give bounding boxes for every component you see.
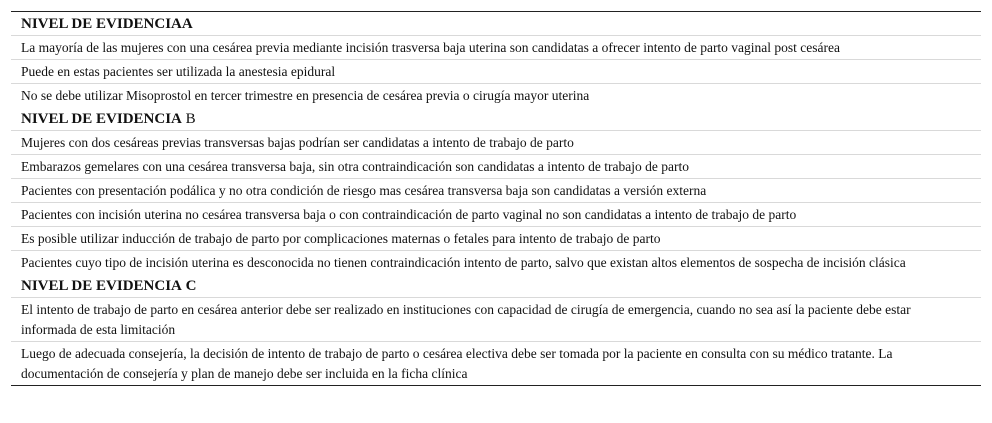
section-heading-a — [11, 15, 981, 35]
section-heading-c-text: NIVEL DE EVIDENCIA — [21, 278, 182, 294]
evidence-item: Puede en estas pacientes ser utilizada la anestesia epidural — [11, 59, 981, 83]
evidence-item: Pacientes con presentación podálica y no otra condición de riesgo mas cesárea transversa baja son candidatas a versión externa — [11, 178, 981, 202]
evidence-item: Es posible utilizar inducción de trabajo de parto por complicaciones maternas o fetales para intento de trabajo de parto — [11, 226, 981, 250]
section-heading-b — [11, 110, 981, 130]
evidence-item: Pacientes cuyo tipo de incisión uterina es desconocida no tienen contraindicación intento de parto, salvo que existan altos elementos de sospecha de incisión clásica — [11, 250, 981, 274]
evidence-section-b — [11, 110, 981, 274]
evidence-item: Luego de adecuada consejería, la decisión de intento de trabajo de parto o cesárea electiva debe ser tomada por la paciente en consulta con su médico tratante. La documentación de consejería y plan de manejo debe ser incluida en la ficha clínica — [11, 341, 981, 385]
section-heading-b-text: NIVEL DE EVIDENCIA — [21, 111, 182, 127]
section-heading-c-letter: C — [185, 278, 197, 294]
section-heading-a-letter: A — [181, 16, 193, 32]
evidence-item: No se debe utilizar Misoprostol en tercer trimestre en presencia de cesárea previa o cirugía mayor uterina — [11, 83, 981, 107]
evidence-item: El intento de trabajo de parto en cesárea anterior debe ser realizado en instituciones con capacidad de cirugía de emergencia, cuando no sea así la paciente debe estar informada de esta limitación — [11, 297, 981, 341]
evidence-item: Mujeres con dos cesáreas previas transversas bajas podrían ser candidatas a intento de trabajo de parto — [11, 130, 981, 154]
evidence-table — [11, 11, 981, 386]
section-heading-c — [11, 277, 981, 297]
evidence-item: La mayoría de las mujeres con una cesárea previa mediante incisión trasversa baja uterina son candidatas a ofrecer intento de parto vaginal post cesárea — [11, 35, 981, 59]
evidence-item: Embarazos gemelares con una cesárea transversa baja, sin otra contraindicación son candidatas a intento de trabajo de parto — [11, 154, 981, 178]
section-heading-b-letter: B — [185, 111, 196, 127]
evidence-section-a — [11, 15, 981, 107]
section-heading-a-text: NIVEL DE EVIDENCIA — [21, 16, 182, 32]
evidence-section-c — [11, 277, 981, 385]
evidence-item: Pacientes con incisión uterina no cesárea transversa baja o con contraindicación de parto vaginal no son candidatas a intento de trabajo de parto — [11, 202, 981, 226]
